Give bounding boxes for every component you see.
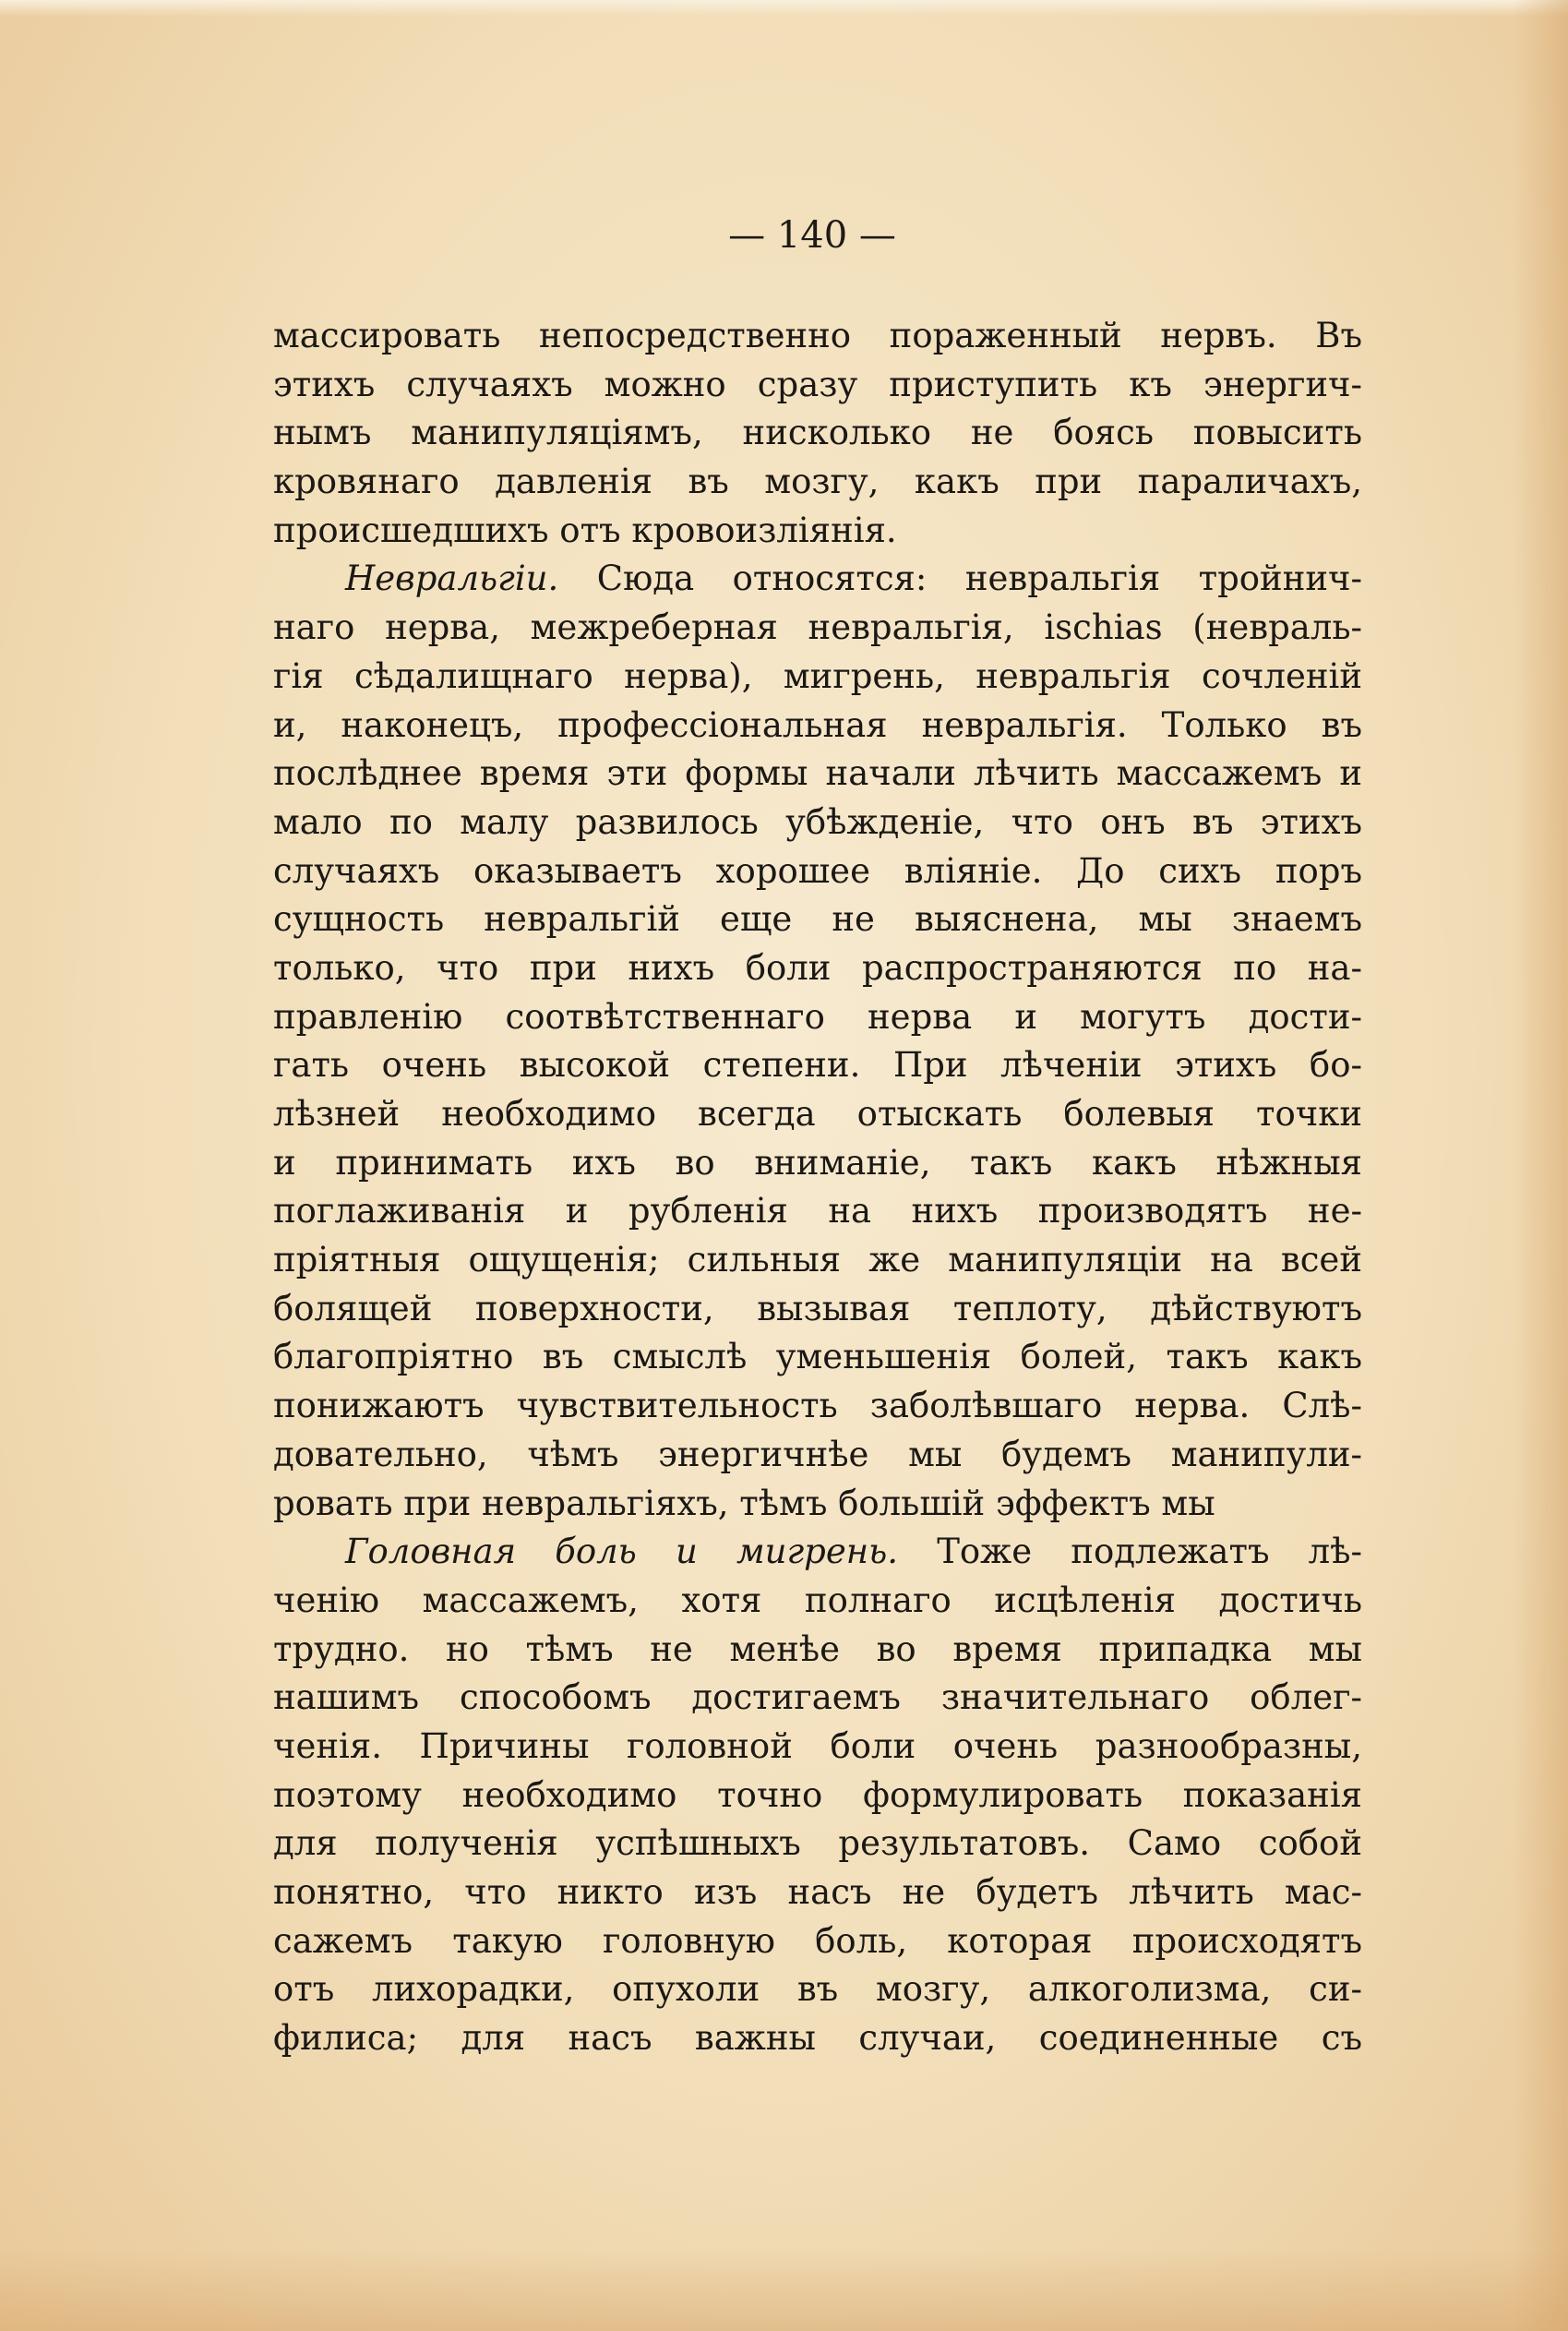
text-line: послѣднее время эти формы начали лѣчить массажемъ и bbox=[273, 753, 1362, 794]
paragraph-first-line bbox=[273, 1528, 1362, 1577]
text-line: гiя сѣдалищнаго нерва), мигрень, невральгiя сочленiй bbox=[273, 655, 1362, 696]
text-line: случаяхъ оказываетъ хорошее влiянiе. До сихъ поръ bbox=[273, 850, 1362, 891]
text-line: понятно, что никто изъ насъ не будетъ лѣчить мас- bbox=[273, 1872, 1362, 1912]
text-line: кровянаго давленiя въ мозгу, какъ при параличахъ, bbox=[273, 462, 1362, 502]
text-line: поглаживанiя и рубленiя на нихъ производятъ не- bbox=[273, 1191, 1362, 1232]
text-segment: Сюда относятся: невральгiя тройнич- bbox=[596, 559, 1363, 599]
text-line: этихъ случаяхъ можно сразу приступить къ энергич- bbox=[273, 364, 1362, 404]
paragraph-first-line bbox=[273, 555, 1362, 604]
paragraph-heading: Головная боль и мигрень. bbox=[345, 1532, 899, 1572]
text-line: ровать при невральгiяхъ, тѣмъ большiй эффектъ мы bbox=[273, 1483, 1215, 1523]
paragraph-heading: Невральгiи. bbox=[345, 559, 559, 599]
text-line: прiятныя ощущенiя; сильныя же манипуляцiи на всей bbox=[273, 1240, 1362, 1280]
text-line: благопрiятно въ смыслѣ уменьшенiя болей, такъ какъ bbox=[273, 1337, 1362, 1377]
text-line: ченiю массажемъ, хотя полнаго исцѣленiя достичь bbox=[273, 1580, 1362, 1620]
text-line: понижаютъ чувствительность заболѣвшаго нерва. Слѣ- bbox=[273, 1386, 1362, 1426]
text-line: и, наконецъ, профессiональная невральгiя. Только въ bbox=[273, 704, 1362, 745]
page-edge-top bbox=[0, 0, 1568, 17]
text-line: сущность невральгiй еще не выяснена, мы знаемъ bbox=[273, 899, 1362, 940]
text-line: филиса; для насъ важны случаи, соединенные съ bbox=[273, 2018, 1362, 2059]
text-line: сажемъ такую головную боль, которая происходятъ bbox=[273, 1920, 1362, 1961]
text-line: наго нерва, межреберная невральгiя, ischias (невраль- bbox=[273, 607, 1362, 648]
text-line: лѣзней необходимо всегда отыскать болевыя точки bbox=[273, 1094, 1362, 1134]
page-edge-right bbox=[1513, 0, 1568, 2331]
text-line: болящей поверхности, вызывая теплоту, дѣйствуютъ bbox=[273, 1288, 1362, 1328]
text-line: и принимать ихъ во вниманiе, такъ какъ нѣжныя bbox=[273, 1142, 1362, 1183]
text-line: мало по малу развилось убѣжденiе, что онъ въ этихъ bbox=[273, 801, 1362, 842]
text-line: для полученiя успѣшныхъ результатовъ. Само собой bbox=[273, 1823, 1362, 1864]
text-segment: Тоже подлежатъ лѣ- bbox=[937, 1532, 1362, 1572]
body-text bbox=[273, 312, 1362, 2063]
text-line: нымъ манипуляцiямъ, нисколько не боясь повысить bbox=[273, 413, 1362, 453]
text-line: отъ лихорадки, опухоли въ мозгу, алкоголизма, си- bbox=[273, 1969, 1362, 2010]
page-number: — 140 — bbox=[728, 214, 896, 257]
text-line: массировать непосредственно пораженный нервъ. Въ bbox=[273, 316, 1362, 355]
text-line: гать очень высокой степени. При лѣченiи этихъ бо- bbox=[273, 1045, 1362, 1086]
text-line: довательно, чѣмъ энергичнѣе мы будемъ манипули- bbox=[273, 1434, 1362, 1474]
text-line: поэтому необходимо точно формулировать показанiя bbox=[273, 1774, 1362, 1815]
text-line: происшедшихъ отъ кровоизлiянiя. bbox=[273, 510, 897, 550]
text-line: только, что при нихъ боли распространяются по на- bbox=[273, 947, 1362, 988]
text-line: трудно. но тѣмъ не менѣе во время припадка мы bbox=[273, 1628, 1362, 1669]
page-edge-bottom bbox=[0, 2248, 1568, 2331]
text-line: правленiю соотвѣтственнаго нерва и могутъ дости- bbox=[273, 996, 1362, 1037]
text-line: ченiя. Причины головной боли очень разнообразны, bbox=[273, 1725, 1362, 1766]
text-line: нашимъ способомъ достигаемъ значительнаго облег- bbox=[273, 1677, 1362, 1718]
